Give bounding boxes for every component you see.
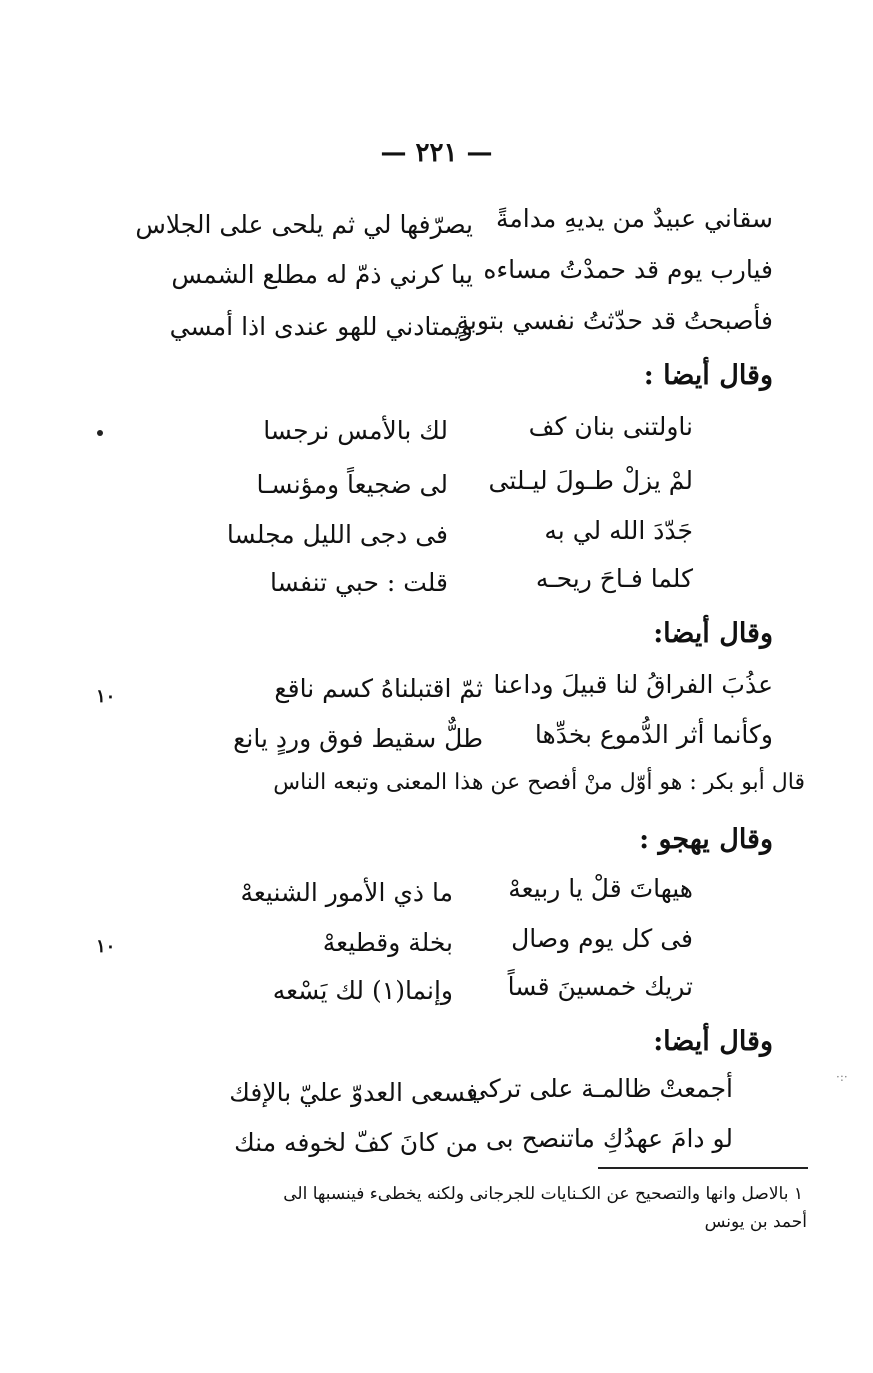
line-number-10: ١٠ [96,686,116,707]
verse-hemistich-right: فيارب يوم قد حمدْتُ مساءه [483,255,773,284]
footnote-line: أحمد بن يونس [704,1212,807,1232]
line-number-15: ١٠ [96,936,116,957]
section-heading: وقال أيضا: [653,1026,773,1057]
verse-hemistich-left: ويمتادني للهو عندى اذا أمسي [169,312,473,341]
verse-hemistich-right: عذُبَ الفراقُ لنا قبيلَ وداعنا [493,670,773,699]
verse-hemistich-right: كلما فـاحَ ريحـه [535,564,693,593]
page-number: — ٢٢١ — [380,138,493,168]
prose-line: قال أبو بكر : هو أوّل منْ أفصح عن هذا المعنى وتبعه الناس [273,770,805,795]
verse-hemistich-right: تريك خمسينَ قساً [507,972,693,1001]
section-heading: وقال أيضا: [653,618,773,649]
verse-hemistich-left: من كانَ كفّ لخوفه منك [234,1128,478,1157]
verse-hemistich-right: فى كل يوم وصال [511,924,693,953]
verse-hemistich-right: لو دامَ عهدُكِ ماتنصح بى [485,1124,733,1153]
verse-hemistich-left: لك بالأمس نرجسا [263,416,448,445]
verse-hemistich-left: فى دجى الليل مجلسا [226,520,448,549]
verse-hemistich-left: لى ضجيعاً ومؤنسـا [256,470,448,499]
verse-hemistich-left: طلٌّ سقيط فوق وردٍ يانع [233,724,483,753]
verse-hemistich-right: فأصبحتُ قد حدّثتُ نفسي بتوبةٍ [456,306,773,335]
verse-hemistich-right: لمْ يزلْ طـولَ ليـلتى [488,466,693,495]
verse-hemistich-right: ناولتنى بنان كف [528,412,693,441]
verse-hemistich-left: بخلة وقطيعهْ [322,928,453,957]
scan-specks: ·:· [836,1070,848,1084]
verse-hemistich-right: وكأنما أثر الدُّموع بخدِّها [534,720,773,749]
line-marker-5 [97,430,103,436]
verse-hemistich-right: سقاني عبيدٌ من يديهِ مدامةً [495,204,773,233]
verse-hemistich-left: قلت : حبي تنفسا [270,568,448,597]
verse-hemistich-right: أجمعتْ ظالمـة على تركي [467,1074,733,1103]
section-heading: وقال أيضا : [643,360,773,391]
verse-hemistich-right: هيهاتَ قلْ يا ربيعهْ [508,874,693,903]
section-heading: وقال يهجو : [639,824,773,855]
verse-hemistich-left: يصرّفها لي ثم يلحى على الجلاس [135,210,473,239]
verse-hemistich-left: ثمّ اقتبلناهُ كسم ناقع [274,674,483,703]
verse-hemistich-left: ما ذي الأمور الشنيعهْ [240,878,453,907]
verse-hemistich-right: جَدّدَ الله لي به [544,516,693,545]
verse-hemistich-left: وإنما(١) لك يَسْعه [272,976,453,1005]
verse-hemistich-left: فسعى العدوّ عليّ بالإفك [229,1078,478,1107]
footnote-line: ١ بالاصل وانها والتصحيح عن الكـنايات للجرجانى ولكنه يخطىء فينسبها الى [283,1184,803,1204]
verse-hemistich-left: يبا كرني ذمّ له مطلع الشمس [171,260,473,289]
footnote-rule [598,1167,808,1169]
